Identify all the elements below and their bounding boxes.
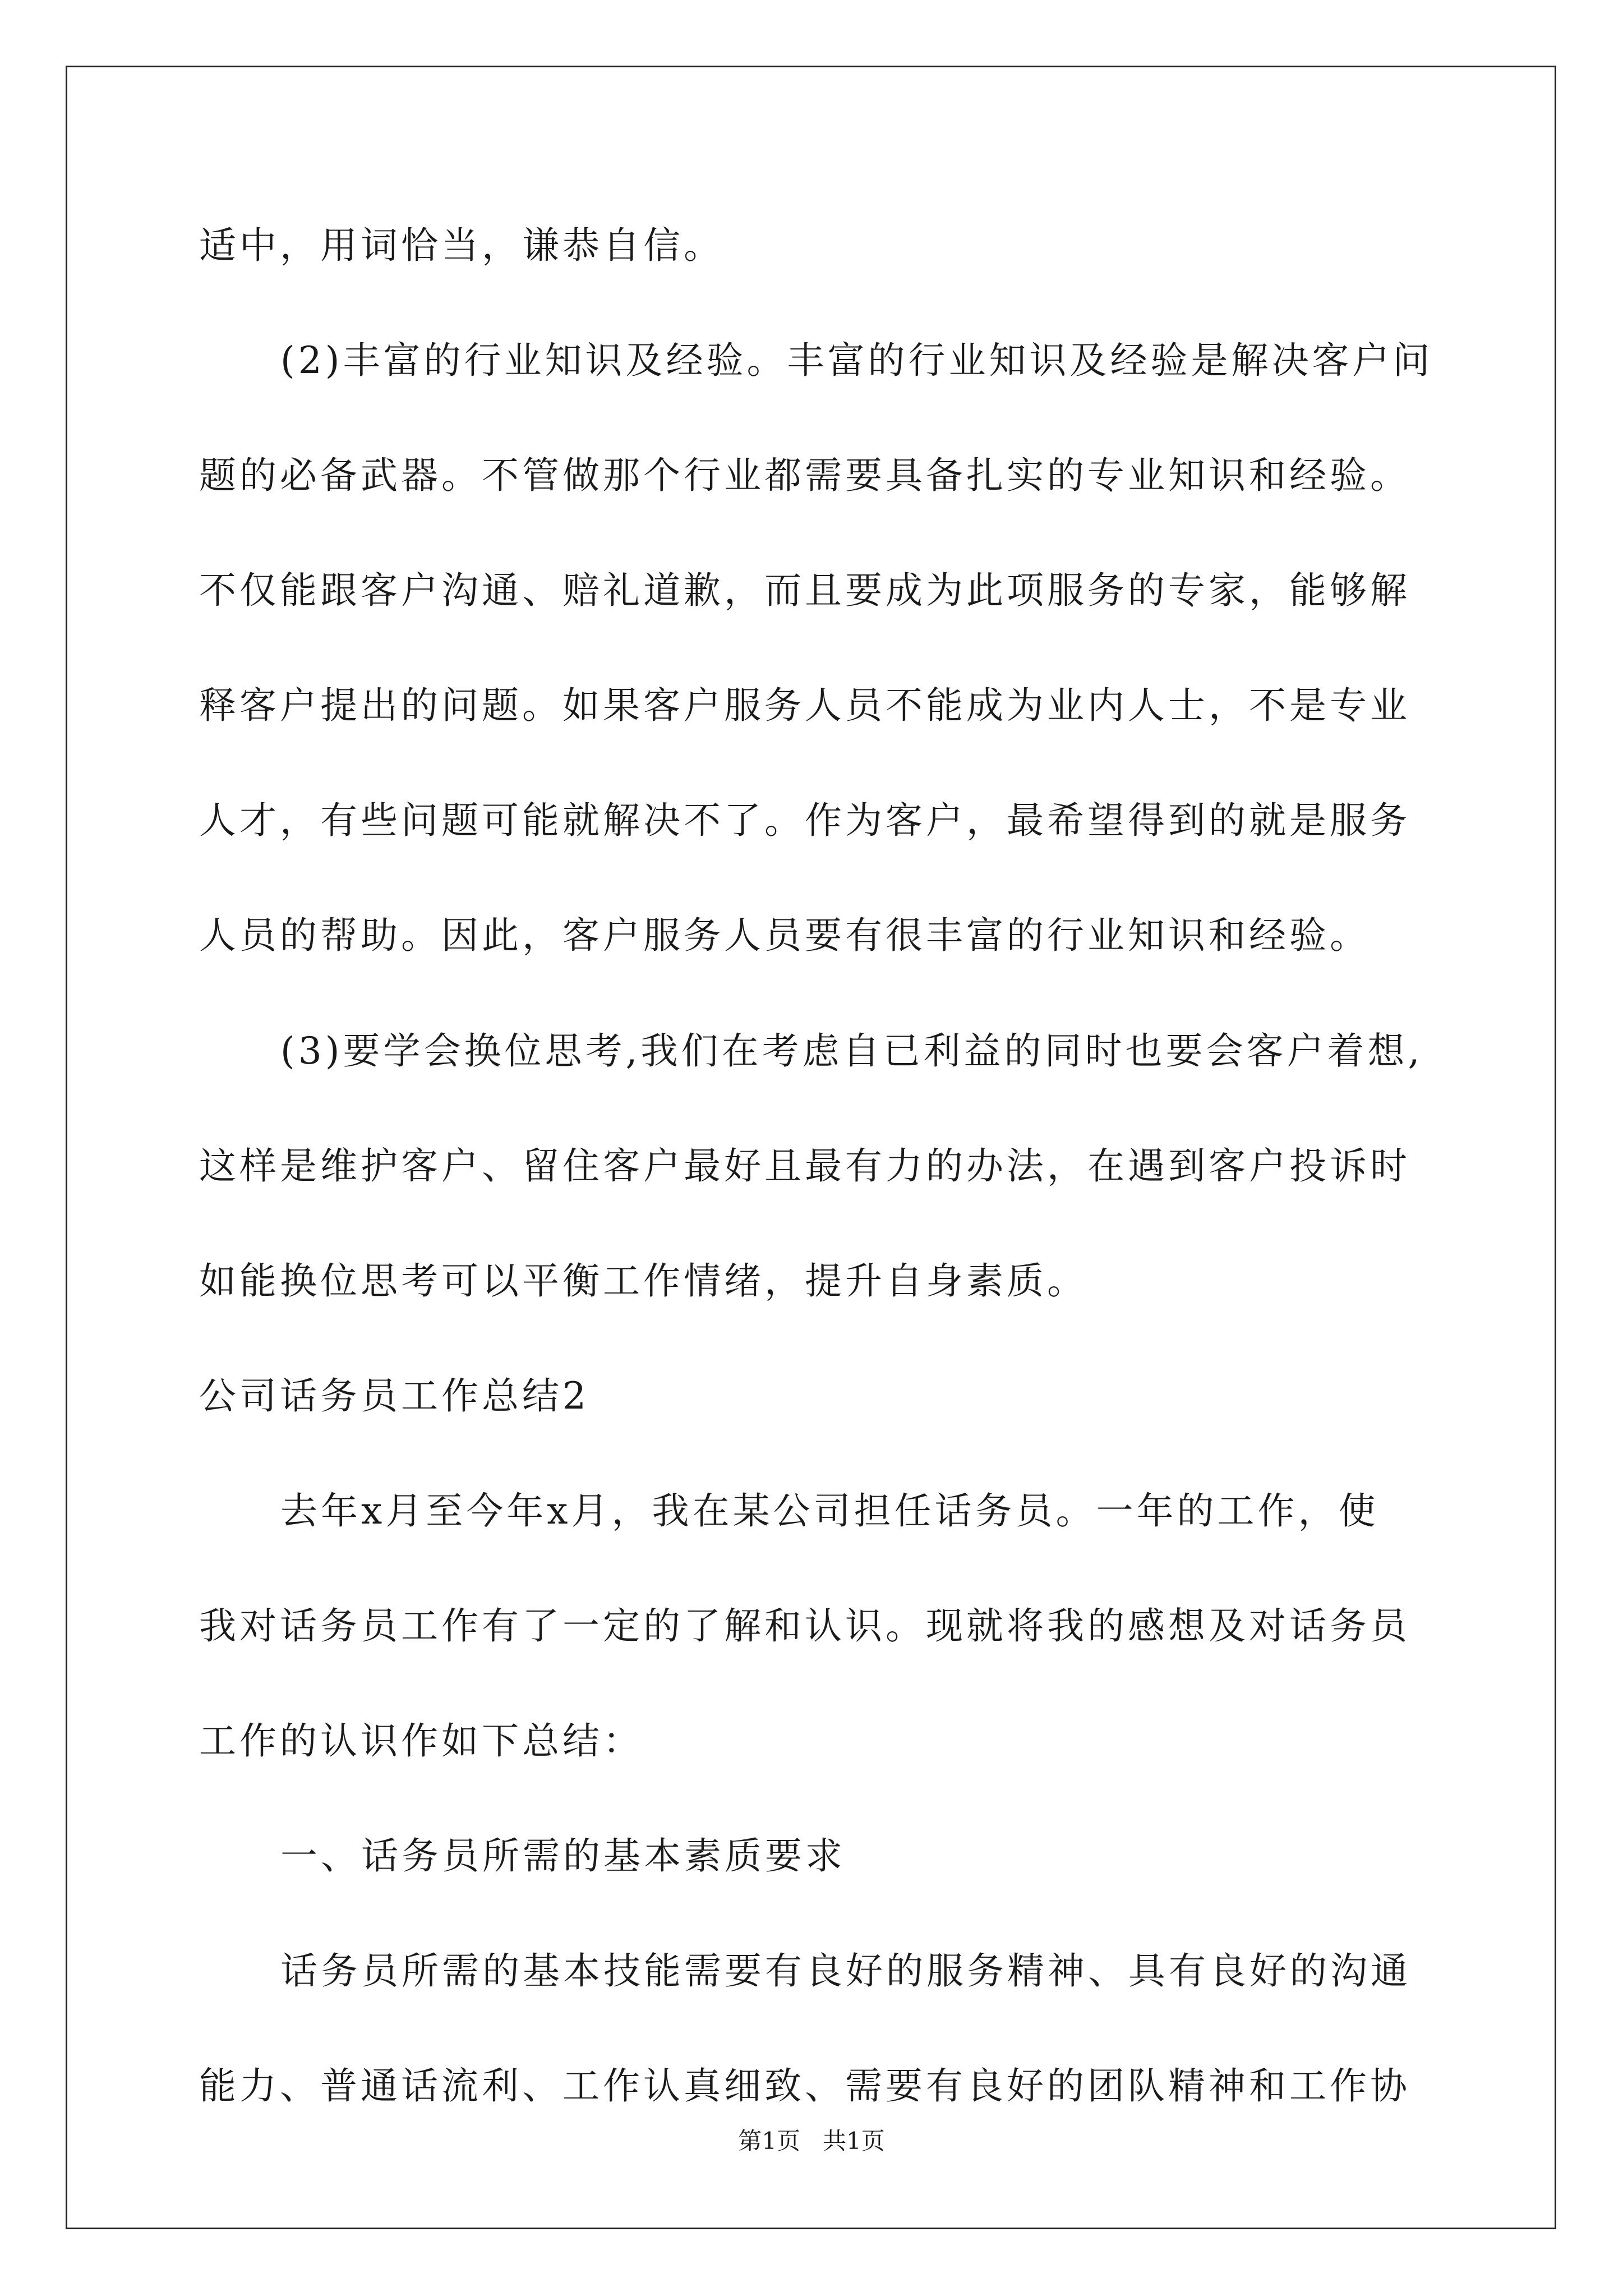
- body-line: 工作的认识作如下总结：: [199, 1719, 643, 1763]
- body-line: 我对话务员工作有了一定的了解和认识。现就将我的感想及对话务员: [199, 1604, 1410, 1648]
- body-line: 不仅能跟客户沟通、赔礼道歉，而且要成为此项服务的专家，能够解: [199, 569, 1410, 612]
- body-line: 人员的帮助。因此，客户服务人员要有很丰富的行业知识和经验。: [199, 914, 1370, 957]
- page-number: 第1页 共1页: [738, 2127, 885, 2155]
- body-line: (3)要学会换位思考,我们在考虑自已利益的同时也要会客户着想,: [280, 1029, 1423, 1073]
- body-line: 这样是维护客户、留住客户最好且最有力的办法，在遇到客户投诉时: [199, 1144, 1410, 1188]
- body-line: 话务员所需的基本技能需要有良好的服务精神、具有良好的沟通: [280, 1949, 1411, 1993]
- subheading: 一、话务员所需的基本素质要求: [280, 1834, 846, 1878]
- body-line: 能力、普通话流利、工作认真细致、需要有良好的团队精神和工作协: [199, 2064, 1410, 2108]
- body-line: 去年x月至今年x月，我在某公司担任话务员。一年的工作，使: [280, 1489, 1379, 1533]
- section-title: 公司话务员工作总结2: [199, 1374, 589, 1418]
- body-line: 释客户提出的问题。如果客户服务人员不能成为业内人士，不是专业: [199, 684, 1410, 727]
- body-line: (2)丰富的行业知识及经验。丰富的行业知识及经验是解决客户问: [280, 339, 1433, 382]
- body-line: 适中，用词恰当，谦恭自信。: [199, 224, 724, 267]
- body-line: 题的必备武器。不管做那个行业都需要具备扎实的专业知识和经验。: [199, 454, 1410, 497]
- body-line: 人才，有些问题可能就解决不了。作为客户，最希望得到的就是服务: [199, 799, 1410, 842]
- body-line: 如能换位思考可以平衡工作情绪，提升自身素质。: [199, 1259, 1087, 1303]
